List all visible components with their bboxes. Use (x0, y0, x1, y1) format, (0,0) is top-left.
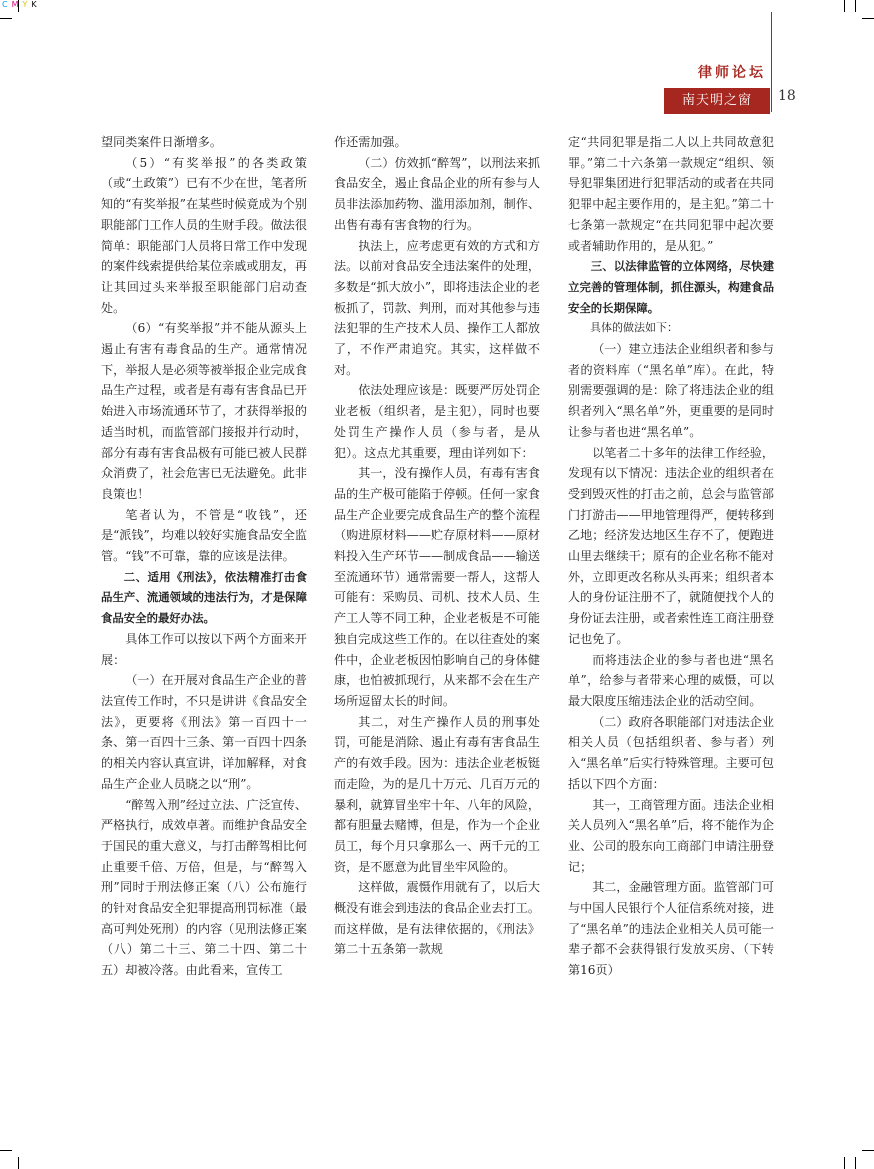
paragraph: （二）仿效抓“醉驾”，以刑法来抓食品安全，遏止食品企业的所有参与人员非法添加药物、滥用添加剂，制作、出售有毒有害食物的行为。 (334, 155, 540, 232)
paragraph: 其一，没有操作人员，有毒有害食品的生产极可能陷于停顿。任何一家食品生产企业要完成食品生产的整个流程（购进原材料——贮存原材料——原材料投入生产环节——制成食品——输送至流通环节）通常需要一帮人，这帮人可能有：采购员、司机、技术人员、生产工人等不同工种，企业老板是不可能独自完成这些工作的。在以往查处的案件中，企业老板因怕影响自己的身体健康，也怕被抓现行，从来都不会在生产场所逗留太长的时间。 (334, 466, 540, 708)
paragraph: 执法上，应考虑更有效的方式和方法。以前对食品安全违法案件的处理，多数是“抓大放小”，即将违法企业的老板抓了，罚款、判刑，而对其他参与违法犯罪的生产技术人员、操作工人都放了，不作严肃追究。其实，这样做不对。 (334, 238, 540, 377)
crop-mark (18, 1157, 19, 1169)
crop-mark (0, 18, 12, 19)
crop-mark (844, 1157, 845, 1169)
page-header (664, 62, 770, 114)
cmyk-registration-marks (2, 0, 41, 9)
paragraph: 而将违法企业的参与者也进“黑名单”，给参与者带来心理的威慑，可以最大限度压缩违法企业的活动空间。 (568, 652, 774, 708)
paragraph: 作还需加强。 (334, 135, 407, 149)
paragraph: 其一，工商管理方面。违法企业相关人员列入“黑名单”后，将不能作为企业、公司的股东向工商部门申请注册登记； (568, 797, 774, 874)
cmyk-k: K (31, 0, 41, 9)
text-column-1 (101, 132, 307, 981)
section-title: 律师论坛 (698, 65, 766, 81)
text-column-2 (334, 132, 540, 960)
paragraph: 其二，金融管理方面。监管部门可与中国人民银行个人征信系统对接，进了“黑名单”的违法企业相关人员可能一辈子都不会获得银行发放买房、（下转第16页） (568, 880, 774, 978)
paragraph: （6）“有奖举报”并不能从源头上遏止有害有毒食品的生产。通常情况下，举报人是必须等被举报企业完成食品生产过程，或者是有毒有害食品已开始进入市场流通环节了，才获得举报的适当时机，而监管部门接报并行动时，部分有毒有害食品极有可能已被人民群众消费了，社会危害已无法避免。此非良策也！ (101, 321, 307, 501)
paragraph: 其二，对生产操作人员的刑事处罚，可能是消除、遏止有毒有害食品生产的有效手段。因为：违法企业老板铤而走险，为的是几十万元、几百万元的暴利，就算冒坐牢十年、八年的风险，都有胆量去赌博，但是，作为一个企业员工，每个月只拿那么一、两千元的工资，是不愿意为此冒坐牢风险的。 (334, 714, 540, 874)
paragraph: 笔者认为，不管是“收钱”，还是“派钱”，均难以较好实施食品安全监管。“钱”不可靠，靠的应该是法律。 (101, 507, 307, 564)
paragraph: （一）建立违法企业组织者和参与者的资料库（“黑名单”库）。在此，特别需要强调的是：除了将违法企业的组织者列入“黑名单”外，更重要的是同时让参与者也进“黑名单”。 (568, 342, 774, 439)
crop-mark (855, 0, 856, 12)
paragraph: 定“共同犯罪是指二人以上共同故意犯罪。”第二十六条第一款规定“组织、领导犯罪集团进行犯罪活动的或者在共同犯罪中起主要作用的，是主犯。”第二十七条第一款规定“在共同犯罪中起次要或者辅助作用的，是从犯。” (568, 135, 774, 253)
header-rule (771, 12, 772, 112)
paragraph: 具体的做法如下： (590, 321, 678, 335)
crop-mark (855, 1157, 856, 1169)
page-number: 18 (778, 88, 796, 104)
section-heading: 二、适用《刑法》，依法精准打击食品生产、流通领域的违法行为，才是保障食品安全的最好办法。 (101, 569, 307, 626)
paragraph: 依法处理应该是：既要严厉处罚企业老板（组织者，是主犯），同时也要处罚生产操作人员（参与者，是从犯）。这点尤其重要，理由详列如下： (334, 383, 540, 460)
paragraph: （二）政府各职能部门对违法企业相关人员（包括组织者、参与者）列入“黑名单”后实行特殊管理。主要可包括以下四个方面： (568, 714, 774, 791)
paragraph: “醉驾入刑”经过立法、广泛宣传、严格执行，成效卓著。而维护食品安全于国民的重大意义，与打击醉驾相比何止重要千倍、万倍，但是，与“醉驾入刑”同时于刑法修正案（八）公布施行的针对食品安全犯罪提高刑罚标准（最高可判处死刑）的内容（见刑法修正案（八）第二十三、第二十四、第二十五）却被冷落。由此看来，宣传工 (101, 797, 307, 978)
paragraph: 以笔者二十多年的法律工作经验，发现有以下情况：违法企业的组织者在受到毁灭性的打击之前，总会与监管部门打游击——甲地管理得严，便转移到乙地；经济发达地区生存不了，便跑进山里去继续干；原有的企业名称不能对外，立即更改名称从头再来；组织者本人的身份证注册不了，就随便找个人的身份证去注册，或者索性连工商注册登记也免了。 (568, 445, 774, 646)
paragraph: 望同类案件日渐增多。 (101, 135, 222, 149)
cmyk-m: M (11, 0, 23, 9)
crop-mark (0, 1150, 12, 1151)
crop-mark (862, 1150, 874, 1151)
cmyk-y: Y (22, 0, 32, 9)
paragraph: （5）“有奖举报”的各类政策（或“土政策”）已有不少在世，笔者所知的“有奖举报”在某些时候竟成为个别职能部门工作人员的生财手段。做法很简单：职能部门人员将日常工作中发现的案件线索提供给某位亲戚或朋友，再让其回过头来举报至职能部门启动查处。 (101, 155, 307, 315)
cmyk-c: C (2, 0, 12, 9)
crop-mark (862, 18, 874, 19)
paragraph: （一）在开展对食品生产企业的普法宣传工作时，不只是讲讲《食品安全法》，更要将《刑法》第一百四十一条、第一百四十三条、第一百四十四条的相关内容认真宣讲，详加解释，对食品生产企业人员晓之以“刑”。 (101, 673, 307, 791)
text-column-3 (568, 132, 774, 981)
paragraph: 这样做，震慑作用就有了，以后大概没有谁会到违法的食品企业去打工。而这样做，是有法律依据的，《刑法》第二十五条第一款规 (334, 880, 540, 957)
crop-mark (844, 0, 845, 12)
section-heading: 三、以法律监管的立体网络，尽快建立完善的管理体制，抓住源头，构建食品安全的长期保障。 (568, 259, 774, 315)
column-name-badge: 南天明之窗 (664, 88, 770, 114)
paragraph: 具体工作可以按以下两个方面来开展： (101, 631, 307, 667)
